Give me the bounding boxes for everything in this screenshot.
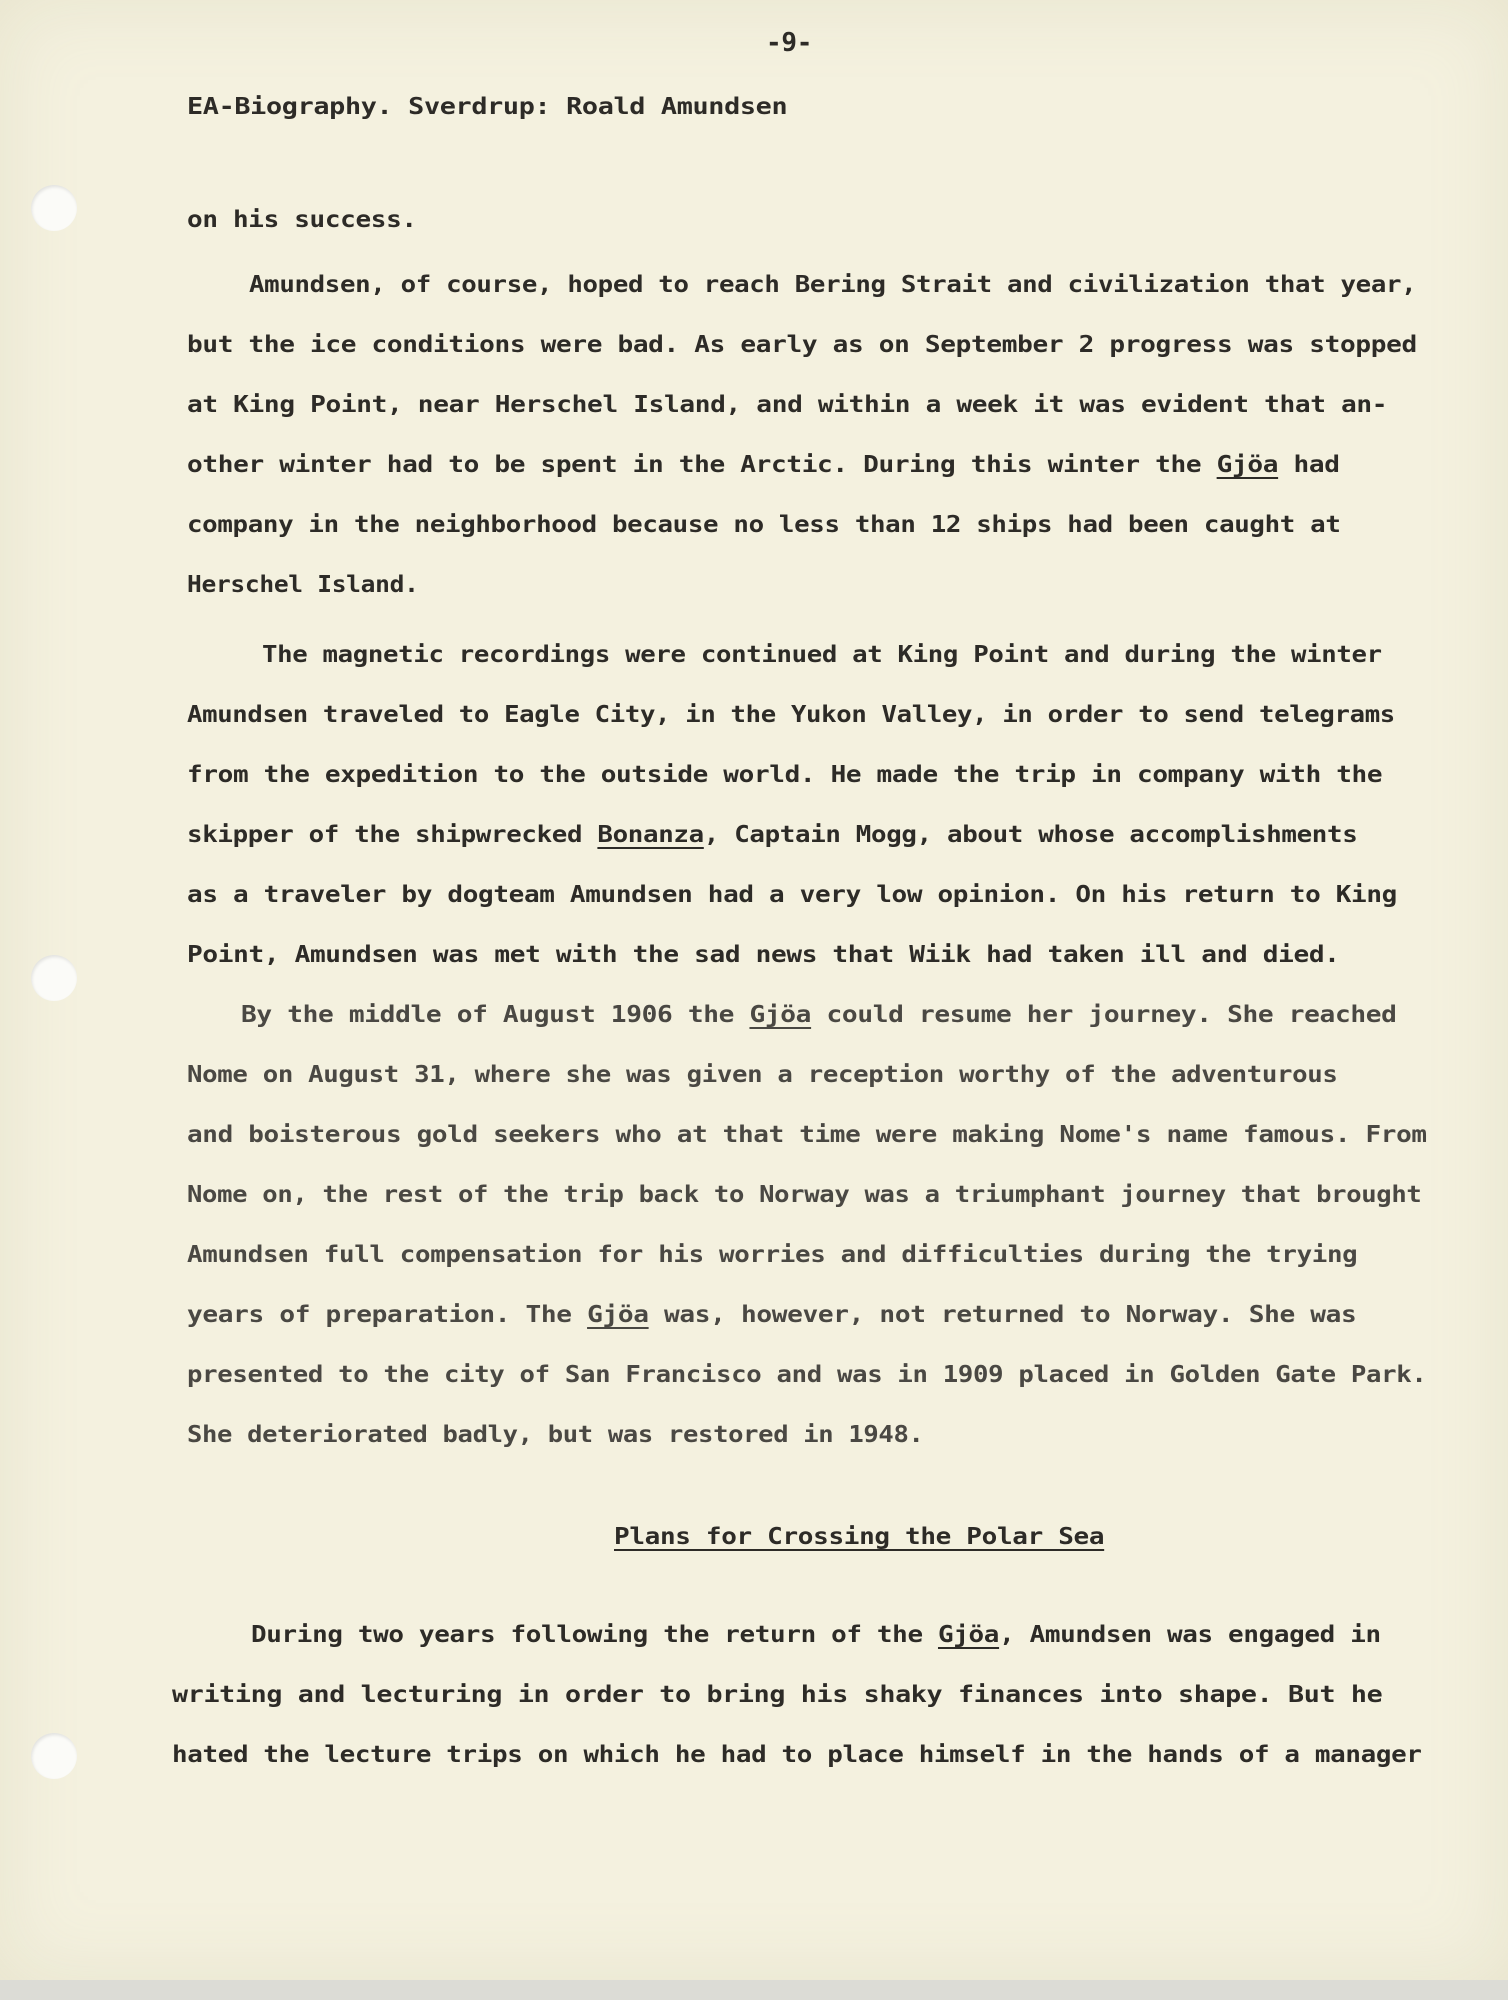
- text-segment: Point, Amundsen was met with the sad news that Wiik had taken ill and died.: [187, 940, 1340, 968]
- text-segment: but the ice conditions were bad. As early as on September 2 progress was stopped: [187, 330, 1417, 358]
- ship-name: Gjöa: [749, 1000, 812, 1028]
- text-line: [262, 640, 1382, 668]
- ship-name: Bonanza: [597, 820, 704, 848]
- text-segment: could resume her journey. She reached: [811, 1000, 1397, 1028]
- text-line: [187, 1240, 1357, 1268]
- text-line: [187, 330, 1417, 358]
- text-segment: and boisterous gold seekers who at that time were making Nome's name famous. From: [187, 1120, 1427, 1148]
- text-segment: During two years following the return of the: [251, 1620, 938, 1648]
- text-segment: , Captain Mogg, about whose accomplishments: [703, 820, 1358, 848]
- text-line: [172, 1740, 1422, 1768]
- text-segment: writing and lecturing in order to bring his shaky finances into shape. But he: [172, 1680, 1383, 1708]
- text-line: [187, 1300, 1356, 1328]
- text-line: [187, 820, 1357, 848]
- text-segment: other winter had to be spent in the Arctic. During this winter the: [187, 450, 1217, 478]
- ship-name: Gjöa: [937, 1620, 1000, 1648]
- ship-name: Gjöa: [587, 1300, 649, 1328]
- text-line: [187, 1180, 1421, 1208]
- text-line: [187, 1420, 924, 1448]
- text-segment: presented to the city of San Francisco and was in 1909 placed in Golden Gate Park.: [187, 1360, 1427, 1388]
- text-line: [187, 700, 1395, 728]
- text-segment: , Amundsen was engaged in: [999, 1620, 1381, 1648]
- text-line: [187, 940, 1340, 968]
- text-line: [187, 205, 417, 233]
- text-line: [241, 1000, 1397, 1028]
- text-segment: skipper of the shipwrecked: [187, 820, 598, 848]
- text-segment: Amundsen full compensation for his worries and difficulties during the trying: [187, 1240, 1358, 1268]
- text-line: [249, 270, 1416, 298]
- text-segment: at King Point, near Herschel Island, and within a week it was evident that an-: [187, 390, 1388, 418]
- text-segment: as a traveler by dogteam Amundsen had a very low opinion. On his return to King: [187, 880, 1397, 908]
- text-segment: from the expedition to the outside world. He made the trip in company with the: [187, 760, 1383, 788]
- text-line: [187, 1120, 1427, 1148]
- text-line: [251, 1620, 1381, 1648]
- text-line: [187, 390, 1387, 418]
- ship-name: Gjöa: [1216, 450, 1279, 478]
- scan-bottom-edge: [0, 1980, 1508, 2000]
- text-segment: on his success.: [187, 205, 417, 233]
- text-segment: years of preparation. The: [187, 1300, 588, 1328]
- text-segment: She deteriorated badly, but was restored in 1948.: [187, 1420, 924, 1448]
- running-header: EA-Biography. Sverdrup: Roald Amundsen: [187, 92, 788, 120]
- text-line: [187, 760, 1382, 788]
- text-line: [172, 1680, 1382, 1708]
- text-segment: Nome on August 31, where she was given a reception worthy of the adventurous: [187, 1060, 1338, 1088]
- text-line: [187, 510, 1341, 538]
- text-line: [187, 450, 1340, 478]
- text-line: [187, 880, 1397, 908]
- text-segment: Amundsen, of course, hoped to reach Bering Strait and civilization that year,: [249, 270, 1417, 298]
- page-number: -9-: [766, 28, 813, 58]
- section-heading: Plans for Crossing the Polar Sea: [614, 1522, 1105, 1550]
- text-segment: company in the neighborhood because no less than 12 ships had been caught at: [187, 510, 1341, 538]
- text-segment: had: [1278, 450, 1340, 478]
- text-segment: Nome on, the rest of the trip back to Norway was a triumphant journey that brought: [187, 1180, 1422, 1208]
- text-line: [187, 1060, 1338, 1088]
- text-segment: The magnetic recordings were continued at King Point and during the winter: [262, 640, 1382, 668]
- text-line: [187, 1360, 1426, 1388]
- text-segment: Amundsen traveled to Eagle City, in the Yukon Valley, in order to send telegrams: [187, 700, 1395, 728]
- text-segment: Herschel Island.: [187, 570, 419, 598]
- text-segment: hated the lecture trips on which he had to place himself in the hands of a manager: [172, 1740, 1422, 1768]
- text-segment: By the middle of August 1906 the: [241, 1000, 750, 1028]
- text-line: [187, 570, 419, 598]
- text-segment: was, however, not returned to Norway. She was: [648, 1300, 1357, 1328]
